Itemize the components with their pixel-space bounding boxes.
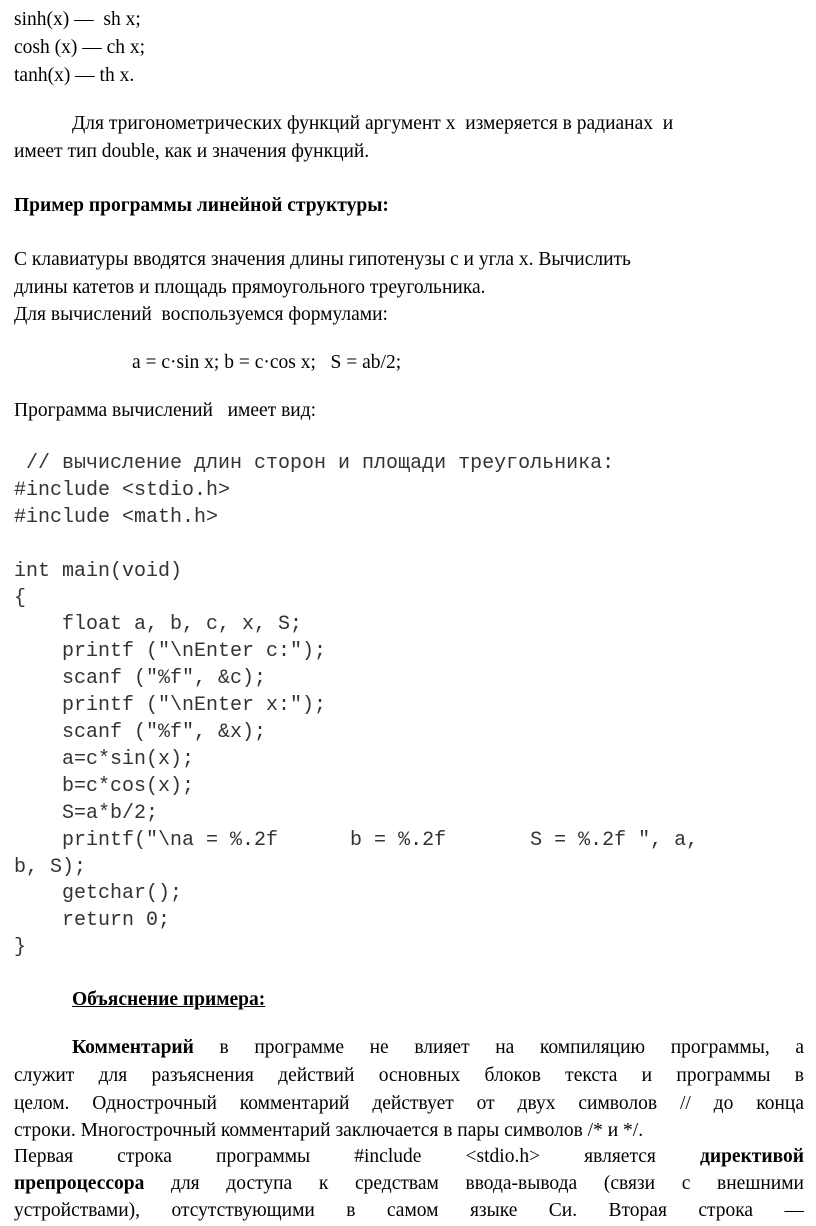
code-line: // вычисление длин сторон и площади треугольника: — [14, 452, 615, 475]
first-line-text: устройствами), отсутствующими в самом языке Си. Вторая строка — — [14, 1200, 804, 1221]
code-line: printf ("\nEnter x:"); — [14, 694, 327, 718]
task-line: С клавиатуры вводятся значения длины гипотенузы c и угла x. Вычислить — [14, 249, 631, 270]
code-line: printf ("\nEnter c:"); — [14, 640, 327, 664]
code-line: int main(void) — [14, 559, 183, 583]
code-line: b=c*cos(x); — [14, 774, 195, 798]
program-intro: Программа вычислений имеет вид: — [14, 400, 317, 421]
code-line: #include <math.h> — [14, 505, 219, 529]
code-line: } — [14, 936, 27, 960]
task-line: Для вычислений воспользуемся формулами: — [14, 304, 388, 325]
code-line: scanf ("%f", &c); — [14, 667, 267, 691]
comment-line — [14, 1036, 804, 1060]
code-line: #include <stdio.h> — [14, 478, 231, 502]
explanation-heading: Объяснение примера: — [72, 989, 266, 1010]
code-line: a=c*sin(x); — [14, 747, 195, 771]
directive-term: директивой — [699, 1146, 805, 1167]
first-line-text — [14, 1145, 804, 1169]
preprocessor-term: препроцессора — [14, 1173, 145, 1194]
comment-line: служит для разъяснения действий основных блоков текста и программы в — [14, 1065, 804, 1086]
comment-line: строки. Многострочный комментарий заключается в пары символов /* и */. — [14, 1120, 644, 1141]
comment-line: целом. Однострочный комментарий действует от двух символов // до конца — [14, 1093, 804, 1114]
code-line: b, S); — [14, 855, 87, 879]
code-line: getchar(); — [14, 882, 183, 906]
comment-line-rest: в программе не влияет на компиляцию программы, а — [193, 1037, 804, 1058]
code-line: return 0; — [14, 909, 171, 933]
formula: a = c·sin x; b = c·cos x; S = ab/2; — [132, 352, 402, 373]
code-line: { — [14, 586, 27, 610]
comment-term: Комментарий — [72, 1037, 194, 1058]
paragraph-line: Для тригонометрических функций аргумент x измеряется в радианах и — [72, 113, 674, 134]
func-line-sinh: sinh(x) — sh x; — [14, 9, 141, 30]
func-line-cosh: cosh (x) — ch x; — [14, 37, 146, 58]
first-line-text-rest: для доступа к средствам ввода-вывода (связи с внешними — [144, 1173, 804, 1194]
paragraph-line: имеет тип double, как и значения функций. — [14, 141, 370, 162]
example-heading: Пример программы линейной структуры: — [14, 195, 389, 216]
code-line: printf("\na = %.2f b = %.2f S = %.2f ", a, — [14, 828, 699, 852]
task-line: длины катетов и площадь прямоугольного треугольника. — [14, 277, 486, 298]
code-line: S=a*b/2; — [14, 801, 159, 825]
func-line-tanh: tanh(x) — th x. — [14, 65, 135, 86]
code-line: scanf ("%f", &x); — [14, 721, 267, 744]
first-line-text-a: Первая строка программы #include <stdio.h> является — [14, 1146, 656, 1167]
code-line: float a, b, c, x, S; — [14, 613, 303, 637]
first-line-text — [14, 1172, 804, 1196]
